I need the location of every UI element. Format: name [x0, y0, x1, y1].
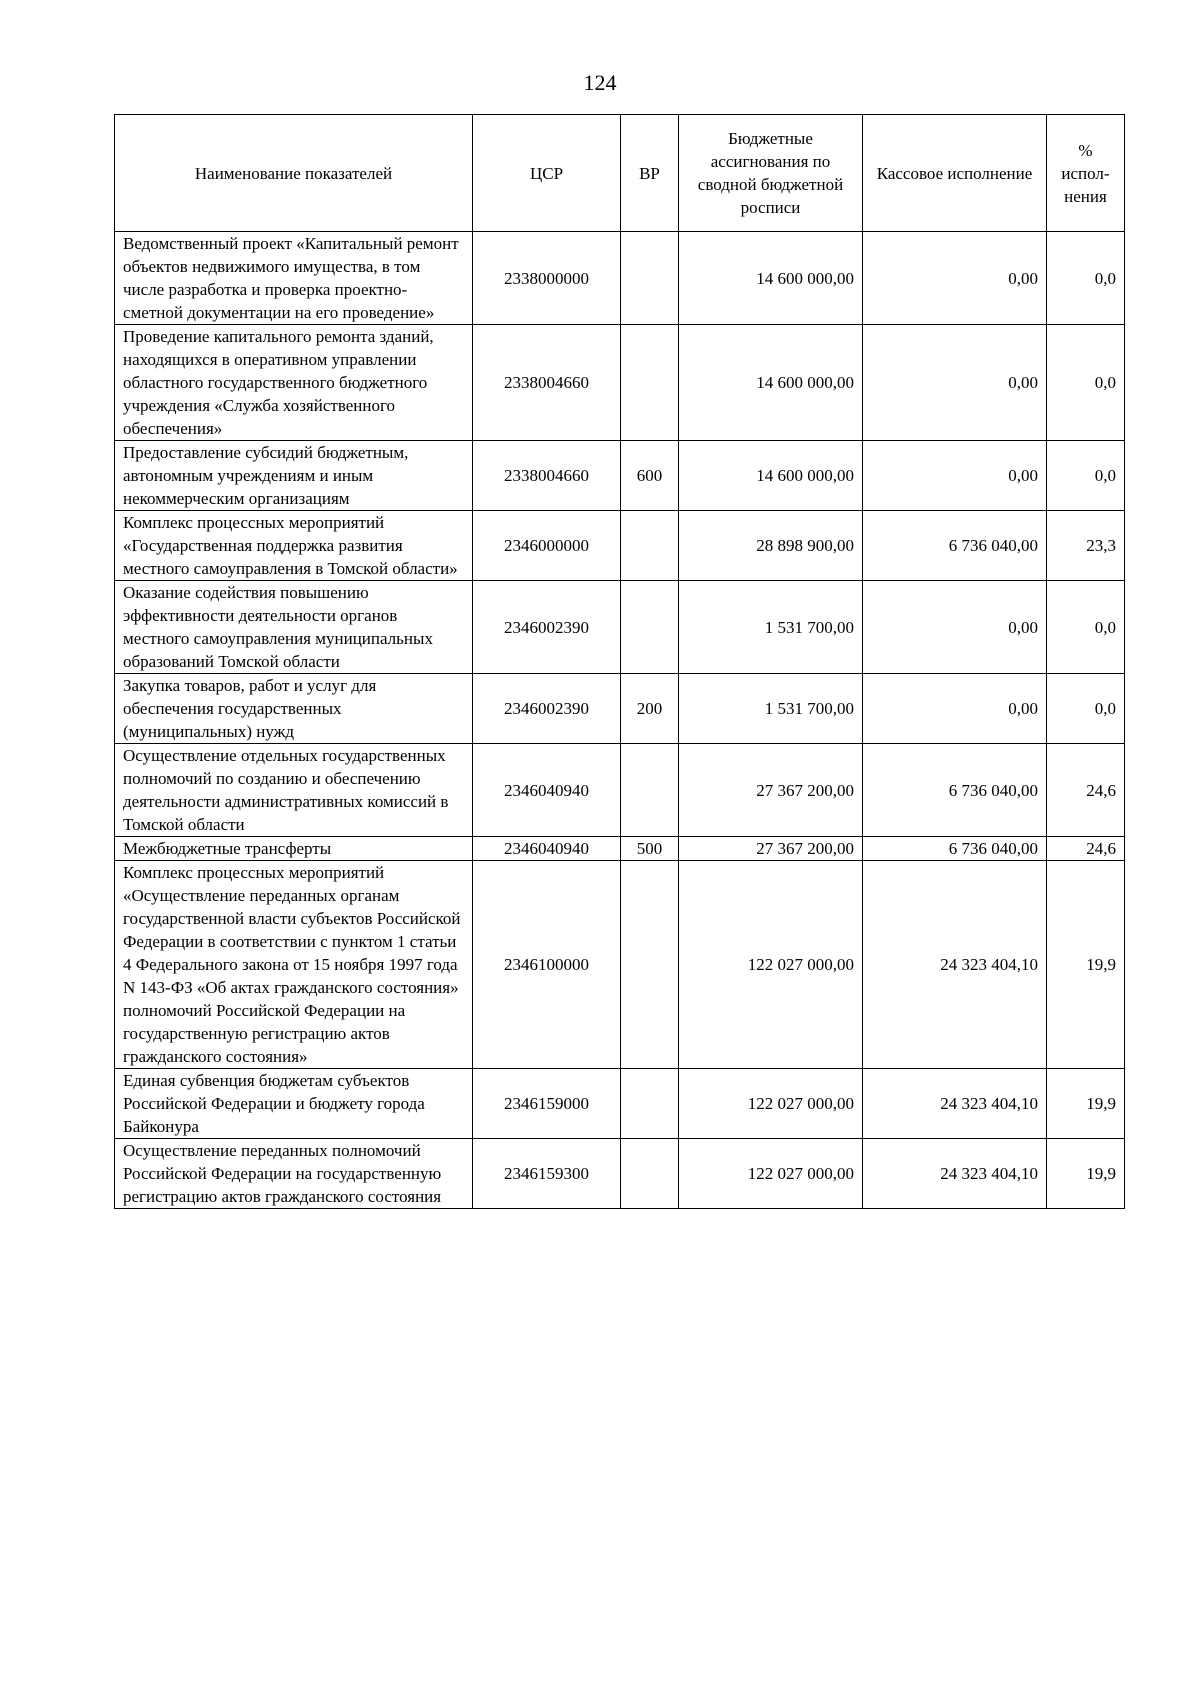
- cell-name: Единая субвенция бюджетам субъектов Российской Федерации и бюджету города Байконура: [115, 1069, 473, 1139]
- table-row: [115, 325, 1125, 441]
- cell-vr: [621, 232, 679, 325]
- cell-percent: 0,0: [1047, 581, 1125, 674]
- cell-cash: 24 323 404,10: [863, 861, 1047, 1069]
- cell-percent: 24,6: [1047, 837, 1125, 861]
- cell-vr: [621, 861, 679, 1069]
- table-row: [115, 674, 1125, 744]
- cell-cash: 6 736 040,00: [863, 837, 1047, 861]
- cell-cash: 6 736 040,00: [863, 511, 1047, 581]
- cell-csr: 2346002390: [473, 581, 621, 674]
- cell-budget: 27 367 200,00: [679, 744, 863, 837]
- cell-vr: 500: [621, 837, 679, 861]
- cell-vr: [621, 1139, 679, 1209]
- cell-budget: 28 898 900,00: [679, 511, 863, 581]
- cell-cash: 0,00: [863, 232, 1047, 325]
- header-name: Наименование показателей: [115, 115, 473, 232]
- cell-vr: [621, 325, 679, 441]
- cell-budget: 27 367 200,00: [679, 837, 863, 861]
- cell-cash: 24 323 404,10: [863, 1069, 1047, 1139]
- cell-csr: 2346159300: [473, 1139, 621, 1209]
- cell-budget: 122 027 000,00: [679, 861, 863, 1069]
- cell-percent: 19,9: [1047, 1069, 1125, 1139]
- table-row: [115, 744, 1125, 837]
- table-row: [115, 1139, 1125, 1209]
- budget-execution-table: [114, 114, 1125, 1209]
- cell-csr: 2338000000: [473, 232, 621, 325]
- cell-name: Проведение капитального ремонта зданий, находящихся в оперативном управлении областного государственного бюджетного учреждения «Служба хозяйственного обеспечения»: [115, 325, 473, 441]
- cell-budget: 14 600 000,00: [679, 441, 863, 511]
- cell-vr: [621, 511, 679, 581]
- cell-name: Комплекс процессных мероприятий «Осуществление переданных органам государственной власти субъектов Российской Федерации в соответствии с пунктом 1 статьи 4 Федерального закона от 15 ноября 1997 года N 143-ФЗ «Об актах гражданского состояния» полномочий Российской Федерации на государственную регистрацию актов гражданского состояния»: [115, 861, 473, 1069]
- cell-budget: 14 600 000,00: [679, 325, 863, 441]
- header-budget: Бюджетные ассигнования по сводной бюджетной росписи: [679, 115, 863, 232]
- cell-percent: 0,0: [1047, 232, 1125, 325]
- cell-name: Осуществление отдельных государственных полномочий по созданию и обеспечению деятельности административных комиссий в Томской области: [115, 744, 473, 837]
- cell-percent: 19,9: [1047, 1139, 1125, 1209]
- cell-budget: 14 600 000,00: [679, 232, 863, 325]
- cell-budget: 122 027 000,00: [679, 1069, 863, 1139]
- cell-csr: 2338004660: [473, 325, 621, 441]
- cell-name: Предоставление субсидий бюджетным, автономным учреждениям и иным некоммерческим организациям: [115, 441, 473, 511]
- cell-budget: 1 531 700,00: [679, 674, 863, 744]
- cell-percent: 0,0: [1047, 441, 1125, 511]
- table-row: [115, 581, 1125, 674]
- cell-name: Оказание содействия повышению эффективности деятельности органов местного самоуправления муниципальных образований Томской области: [115, 581, 473, 674]
- cell-name: Осуществление переданных полномочий Российской Федерации на государственную регистрацию актов гражданского состояния: [115, 1139, 473, 1209]
- table-row: [115, 1069, 1125, 1139]
- header-csr: ЦСР: [473, 115, 621, 232]
- cell-percent: 24,6: [1047, 744, 1125, 837]
- cell-csr: 2346040940: [473, 837, 621, 861]
- header-percent: % испол-нения: [1047, 115, 1125, 232]
- cell-csr: 2346000000: [473, 511, 621, 581]
- cell-csr: 2338004660: [473, 441, 621, 511]
- table-row: [115, 441, 1125, 511]
- cell-csr: 2346100000: [473, 861, 621, 1069]
- cell-vr: [621, 1069, 679, 1139]
- cell-vr: [621, 581, 679, 674]
- cell-percent: 0,0: [1047, 325, 1125, 441]
- header-vr: ВР: [621, 115, 679, 232]
- cell-vr: 200: [621, 674, 679, 744]
- cell-percent: 19,9: [1047, 861, 1125, 1069]
- cell-cash: 6 736 040,00: [863, 744, 1047, 837]
- header-cash: Кассовое исполнение: [863, 115, 1047, 232]
- cell-percent: 23,3: [1047, 511, 1125, 581]
- cell-budget: 122 027 000,00: [679, 1139, 863, 1209]
- table-header-row: [115, 115, 1125, 232]
- page-number: 124: [583, 70, 617, 95]
- cell-budget: 1 531 700,00: [679, 581, 863, 674]
- cell-name: Комплекс процессных мероприятий «Государственная поддержка развития местного самоуправления в Томской области»: [115, 511, 473, 581]
- cell-percent: 0,0: [1047, 674, 1125, 744]
- cell-name: Межбюджетные трансферты: [115, 837, 473, 861]
- cell-cash: 0,00: [863, 441, 1047, 511]
- cell-csr: 2346002390: [473, 674, 621, 744]
- cell-cash: 0,00: [863, 325, 1047, 441]
- cell-csr: 2346159000: [473, 1069, 621, 1139]
- cell-cash: 0,00: [863, 581, 1047, 674]
- cell-name: Ведомственный проект «Капитальный ремонт объектов недвижимого имущества, в том числе разработка и проверка проектно-сметной документации на его проведение»: [115, 232, 473, 325]
- cell-cash: 24 323 404,10: [863, 1139, 1047, 1209]
- cell-csr: 2346040940: [473, 744, 621, 837]
- table-row: [115, 837, 1125, 861]
- cell-vr: 600: [621, 441, 679, 511]
- cell-name: Закупка товаров, работ и услуг для обеспечения государственных (муниципальных) нужд: [115, 674, 473, 744]
- table-row: [115, 232, 1125, 325]
- cell-vr: [621, 744, 679, 837]
- cell-cash: 0,00: [863, 674, 1047, 744]
- table-row: [115, 861, 1125, 1069]
- table-row: [115, 511, 1125, 581]
